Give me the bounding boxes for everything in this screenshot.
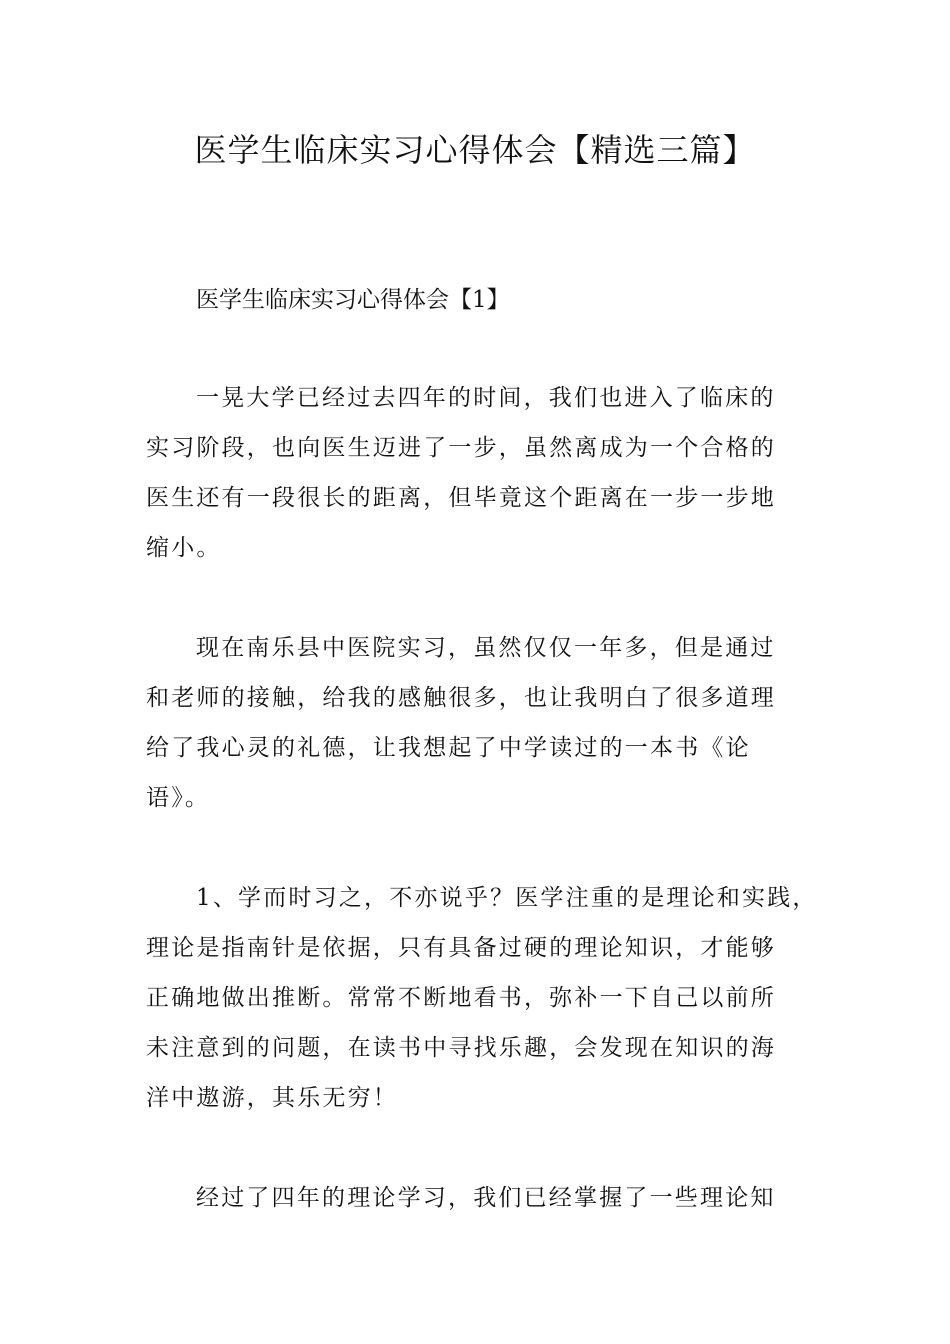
paragraph-line: 给了我心灵的礼德，让我想起了中学读过的一本书《论 [146,735,751,761]
paragraph-2 [146,623,816,823]
paragraph-line: 洋中遨游，其乐无穷！ [146,1085,398,1111]
section-heading: 医学生临床实习心得体会【1】 [196,287,510,313]
paragraph-line: 经过了四年的理论学习，我们已经掌握了一些理论知 [196,1185,776,1211]
paragraph-line: 未注意到的问题，在读书中寻找乐趣，会发现在知识的海 [146,1035,776,1061]
paragraph-line: 缩小。 [146,535,222,561]
paragraph-line: 实习阶段，也向医生迈进了一步，虽然离成为一个合格的 [146,435,776,461]
paragraph-line: 和老师的接触，给我的感触很多，也让我明白了很多道理 [146,685,776,711]
paragraph-line: 理论是指南针是依据，只有具备过硬的理论知识，才能够 [146,935,776,961]
paragraph-3 [146,873,816,1123]
paragraph-line: 一晃大学已经过去四年的时间，我们也进入了临床的 [196,385,776,411]
document-title: 医学生临床实习心得体会【精选三篇】 [194,131,756,169]
paragraph-line: 现在南乐县中医院实习，虽然仅仅一年多，但是通过 [196,635,776,661]
paragraph-line: 医生还有一段很长的距离，但毕竟这个距离在一步一步地 [146,485,776,511]
paragraph-1 [146,373,816,573]
paragraph-4 [146,1173,816,1223]
paragraph-line: 语》。 [146,785,211,811]
paragraph-line: 正确地做出推断。常常不断地看书，弥补一下自己以前所 [146,985,776,1011]
paragraph-line: 1、学而时习之，不亦说乎？医学注重的是理论和实践， [196,885,818,911]
